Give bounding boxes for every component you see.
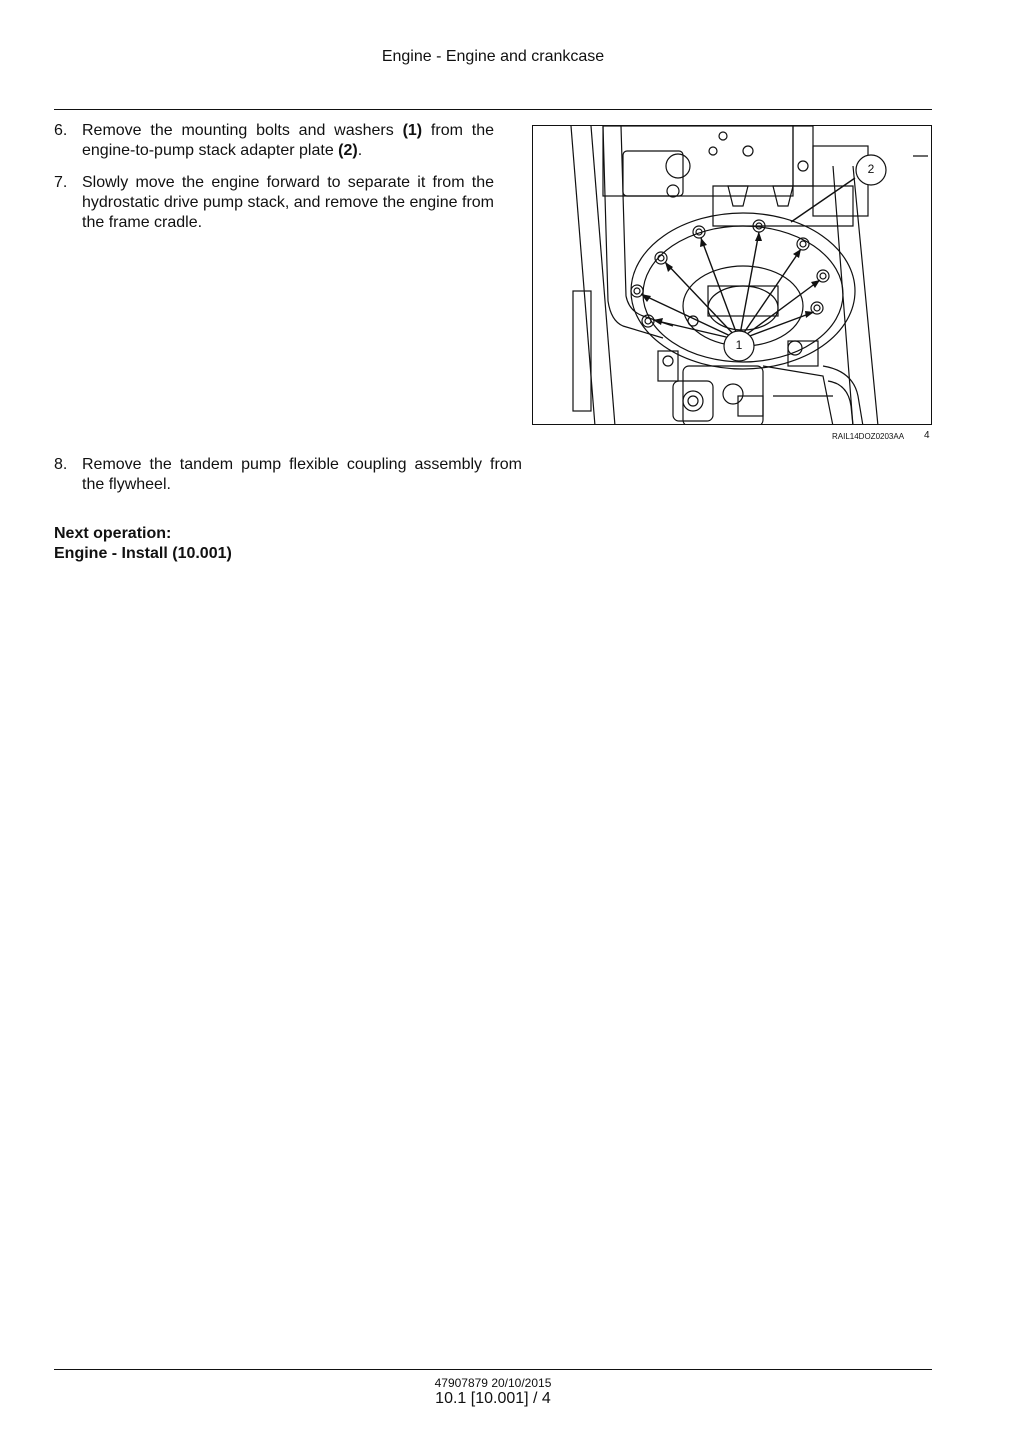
next-operation-label: Next operation: [54,525,172,542]
figure-code: RAIL14DOZ0203AA [832,432,905,441]
engine-pump-illustration [532,125,932,425]
callout-ref-2: (2) [338,142,358,159]
callout-2-label: 2 [867,162,875,176]
header-divider [54,109,932,110]
next-operation-link[interactable]: Engine - Install (10.001) [54,545,232,562]
step-number: 6. [54,122,68,139]
step-text: Remove the tandem pump flexible coupling assembly from the flywheel. [82,456,522,493]
step-text: Slowly move the engine forward to separate it from the hydrostatic drive pump stack, and remove the engine from the frame cradle. [82,174,494,231]
procedure-steps [54,121,494,233]
step-number: 8. [54,456,68,473]
figure-number: 4 [924,430,930,441]
step-number: 7. [54,174,68,191]
footer-divider [54,1369,932,1370]
footer-page-number: 10.1 [10.001] / 4 [435,1390,551,1407]
callout-ref-1: (1) [402,122,423,139]
page-header-title: Engine - Engine and crankcase [381,48,605,65]
step-8 [54,455,522,495]
footer-doc-id: 47907879 20/10/2015 [434,1376,552,1390]
callout-1-label: 1 [735,338,743,352]
step-text: Remove the mounting bolts and washers (1) from the engine-to-pump stack adapter plate (2). [82,122,494,159]
next-operation [54,524,232,564]
step-7 [54,173,494,233]
step-6 [54,121,494,161]
